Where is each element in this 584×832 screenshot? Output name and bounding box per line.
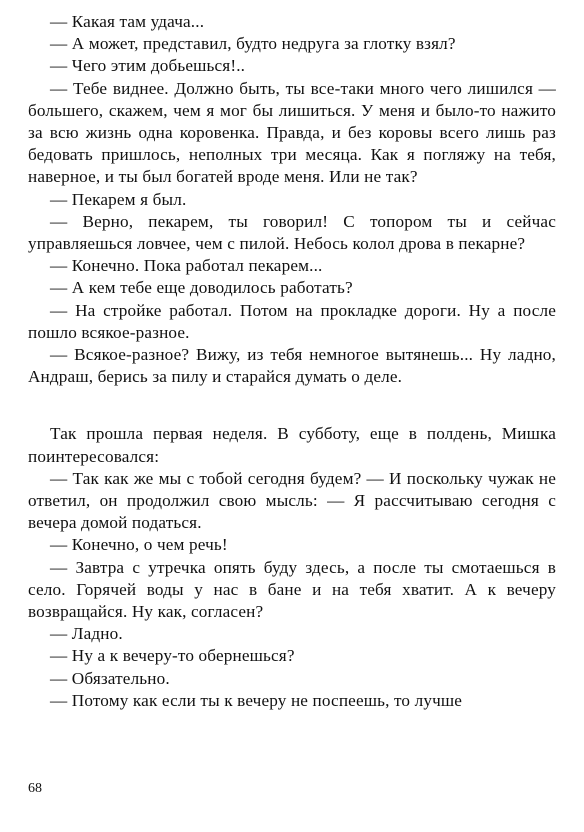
paragraph: — Ладно. — [50, 624, 123, 644]
paragraph: — А кем тебе еще доводилось работать? — [50, 278, 353, 298]
paragraph: — Тебе виднее. Должно быть, ты все-таки много чего лишился — большего, скажем, чем я мог бы лишиться. У меня и было-то нажито за всю жизнь одна коровенка. Правда, и без коровы всего лишь раз бедовать пришлось, неполных три месяца. Как я погляжу на тебя, наверное, и ты был богатей вроде меня. Или не так? — [28, 78, 556, 187]
section-break — [28, 388, 556, 423]
paragraph: — А может, представил, будто недруга за глотку взял? — [50, 34, 456, 54]
paragraph: — На стройке работал. Потом на прокладке дороги. Ну а после пошло всякое-разное. — [28, 300, 556, 342]
paragraph: — Конечно. Пока работал пекарем... — [50, 256, 323, 276]
paragraph: — Пекарем я был. — [50, 189, 187, 209]
paragraph: — Конечно, о чем речь! — [50, 535, 228, 555]
paragraph: — Обязательно. — [50, 668, 170, 688]
paragraph: — Какая там удача... — [50, 12, 205, 31]
paragraph: — Всякое-разное? Вижу, из тебя немногое вытянешь... Ну ладно, Андраш, берись за пилу и старайся думать о деле. — [28, 345, 556, 387]
paragraph: — Так как же мы с тобой сегодня будем? — И поскольку чужак не ответил, он продолжил свою мысль: — Я рассчитываю сегодня с вечера домой податься. — [28, 468, 556, 533]
paragraph: — Чего этим добьешься!.. — [50, 56, 246, 76]
paragraph: — Завтра с утречка опять буду здесь, а после ты смотаешься в село. Горячей воды у нас в бане и на тебя хватит. А к вечеру возвращайся. Ну как, согласен? — [28, 557, 556, 622]
page-number: 68 — [28, 781, 42, 796]
paragraph: — Потому как если ты к вечеру не поспеешь, то лучше — [50, 690, 463, 710]
paragraph: — Ну а к вечеру-то обернешься? — [50, 646, 295, 666]
paragraph: Так прошла первая неделя. В субботу, еще в полдень, Мишка поинтересовался: — [28, 424, 556, 466]
page-body — [28, 11, 556, 712]
paragraph: — Верно, пекарем, ты говорил! С топором ты и сейчас управляешься ловчее, чем с пилой. Небось колол дрова в пекарне? — [28, 211, 556, 254]
